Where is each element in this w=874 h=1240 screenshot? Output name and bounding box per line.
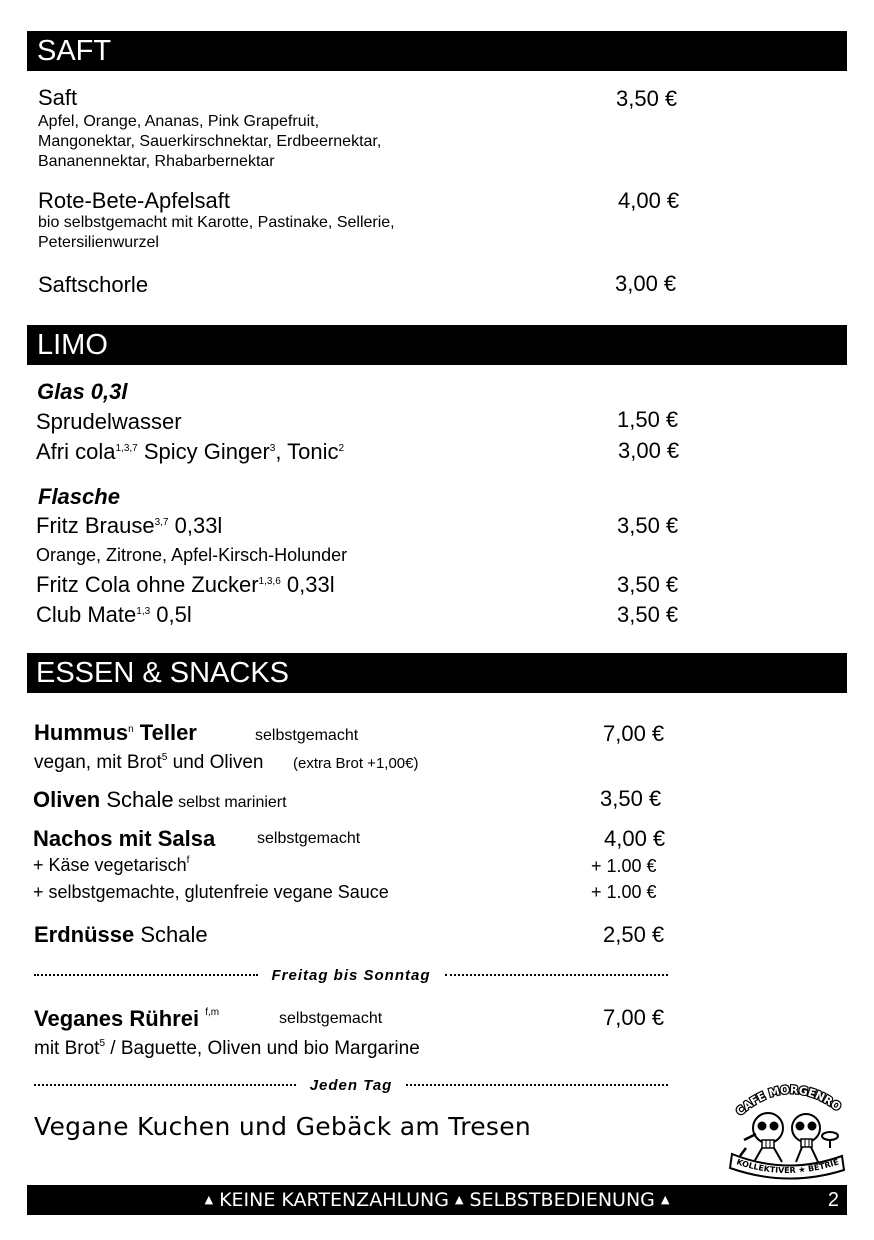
kuchen-notice: Vegane Kuchen und Gebäck am Tresen — [34, 1112, 532, 1141]
item-price-erdnuesse: 2,50 € — [603, 922, 665, 947]
divider-jeden-tag: Jeden Tag — [34, 1075, 668, 1095]
cafe-morgenrot-logo — [726, 1076, 848, 1180]
footer-notice: ▲ KEINE KARTENZAHLUNG ▲ SELBSTBEDIENUNG ▲ — [204, 1189, 670, 1211]
item-desc-saft-1: Apfel, Orange, Ananas, Pink Grapefruit, — [38, 113, 320, 130]
label-glas: Glas 0,3l — [37, 379, 128, 404]
triangle-icon: ▲ — [455, 1193, 464, 1206]
triangle-icon: ▲ — [660, 1193, 670, 1206]
item-price-fritz-cola: 3,50 € — [617, 572, 679, 597]
item-price-fritz-brause: 3,50 € — [617, 513, 679, 538]
item-desc-saft-2: Mangonektar, Sauerkirschnektar, Erdbeernektar, — [38, 133, 382, 150]
item-name-fritz-cola: Fritz Cola ohne Zucker$^{1,3,6}$ 0,33l — [36, 572, 335, 597]
item-extra-hummus: (extra Brot +1,00€) — [293, 755, 419, 772]
footer-bar — [27, 1185, 847, 1215]
section-header-saft: SAFT — [27, 31, 847, 71]
item-name-fritz-brause: Fritz Brause$^{3,7}$ 0,33l — [36, 513, 223, 538]
item-price-club-mate: 3,50 € — [617, 602, 679, 627]
triangle-icon: ▲ — [204, 1193, 214, 1206]
item-note-ruehrei: selbstgemacht — [279, 1010, 383, 1027]
svg-text:KOLLEKTIVER ★ BETRIEB: KOLLEKTIVER ★ BETRIE — [735, 1157, 840, 1176]
item-price-nachos: 4,00 € — [604, 826, 666, 851]
item-addon-sauce: + selbstgemachte, glutenfreie vegane Sauce — [33, 882, 389, 902]
item-note-hummus: selbstgemacht — [255, 727, 359, 744]
item-name-saft: Saft — [38, 85, 78, 110]
divider-freitag-sonntag: Freitag bis Sonntag — [34, 965, 668, 985]
item-addon-kaese: + Käse vegetarisch$^f$ — [33, 855, 190, 875]
item-name-afri-cola: Afri cola$^{1,3,7}$ Spicy Ginger$^3$, Tonic$^2$ — [36, 439, 345, 464]
item-name-rote-bete: Rote-Bete-Apfelsaft — [38, 188, 230, 213]
item-desc-ruehrei: mit Brot$^5$ / Baguette, Oliven und bio Margarine — [34, 1038, 420, 1059]
section-header-essen: ESSEN & SNACKS — [27, 653, 847, 693]
item-price-rote-bete: 4,00 € — [618, 188, 680, 213]
item-price-hummus: 7,00 € — [603, 721, 665, 746]
item-name-sprudelwasser: Sprudelwasser — [36, 409, 182, 434]
item-desc-fritz-brause: Orange, Zitrone, Apfel-Kirsch-Holunder — [36, 545, 348, 565]
item-note-nachos: selbstgemacht — [257, 830, 361, 847]
label-flasche: Flasche — [38, 484, 120, 509]
item-desc-rote-bete-1: bio selbstgemacht mit Karotte, Pastinake, Sellerie, — [38, 214, 395, 231]
item-price-afri-cola: 3,00 € — [618, 438, 680, 463]
item-desc-saft-3: Bananennektar, Rhabarbernektar — [38, 153, 275, 170]
item-name-erdnuesse: Erdnüsse Schale — [34, 922, 208, 947]
page-number: 2 — [827, 1189, 839, 1211]
item-addon-kaese-price: + 1.00 € — [591, 856, 657, 876]
item-price-oliven: 3,50 € — [600, 786, 662, 811]
item-name-nachos: Nachos mit Salsa — [33, 826, 216, 851]
item-name-oliven: Oliven Schale selbst mariniert — [33, 787, 287, 812]
item-price-saft: 3,50 € — [616, 86, 678, 111]
item-addon-sauce-price: + 1.00 € — [591, 882, 657, 902]
item-name-ruehrei: Veganes Rührei $^{f,m}$ — [34, 1006, 220, 1031]
item-price-ruehrei: 7,00 € — [603, 1005, 665, 1030]
item-price-sprudelwasser: 1,50 € — [617, 407, 679, 432]
item-desc-rote-bete-2: Petersilienwurzel — [38, 234, 159, 251]
item-name-hummus: Hummus$^n$ Teller — [34, 720, 197, 745]
item-name-saftschorle: Saftschorle — [38, 272, 149, 297]
item-price-saftschorle: 3,00 € — [615, 271, 677, 296]
item-desc-hummus: vegan, mit Brot$^5$ und Oliven — [34, 752, 264, 773]
item-name-club-mate: Club Mate$^{1,3}$ 0,5l — [36, 602, 192, 627]
section-header-limo: LIMO — [27, 325, 847, 365]
svg-text:CAFE MORGENROT: CAFE MORGENRO — [733, 1083, 844, 1119]
